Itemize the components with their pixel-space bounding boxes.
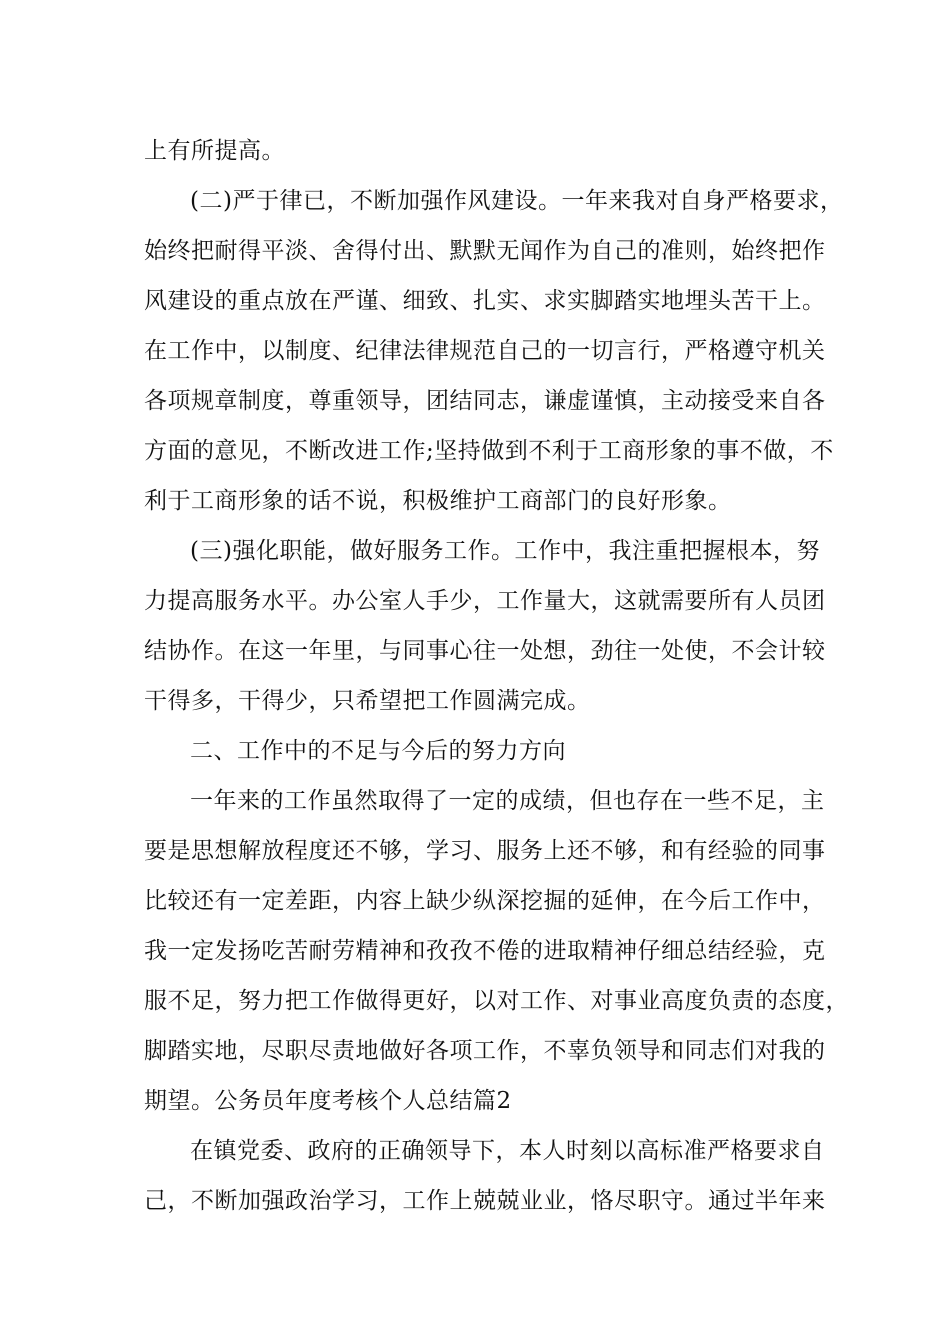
text-line: 脚踏实地，尽职尽责地做好各项工作，不辜负领导和同志们对我的	[144, 1038, 826, 1064]
text-line: 各项规章制度，尊重领导，团结同志，谦虚谨慎，主动接受来自各	[144, 388, 826, 414]
text-line: 上有所提高。	[144, 138, 285, 164]
text-line: 始终把耐得平淡、舍得付出、默默无闻作为自己的准则，始终把作	[144, 238, 826, 264]
text-line: 比较还有一定差距，内容上缺少纵深挖掘的延伸，在今后工作中，	[144, 888, 826, 914]
text-line: 一年来的工作虽然取得了一定的成绩，但也存在一些不足，主	[190, 788, 825, 814]
section-heading: 二、工作中的不足与今后的努力方向	[190, 738, 566, 764]
text-line: 方面的意见，不断改进工作;坚持做到不利于工商形象的事不做，不	[144, 438, 834, 464]
text-line: 服不足，努力把工作做得更好，以对工作、对事业高度负责的态度，	[144, 988, 849, 1014]
text-line: 力提高服务水平。办公室人手少，工作量大，这就需要所有人员团	[144, 588, 826, 614]
text-line: 干得多，干得少，只希望把工作圆满完成。	[144, 688, 591, 714]
text-line: (二)严于律已，不断加强作风建设。一年来我对自身严格要求，	[190, 188, 844, 214]
text-line: (三)强化职能，做好服务工作。工作中，我注重把握根本，努	[190, 538, 820, 564]
text-line: 期望。公务员年度考核个人总结篇2	[144, 1088, 512, 1114]
text-line: 要是思想解放程度还不够，学习、服务上还不够，和有经验的同事	[144, 838, 826, 864]
text-line: 风建设的重点放在严谨、细致、扎实、求实脚踏实地埋头苦干上。	[144, 288, 826, 314]
text-line: 在镇党委、政府的正确领导下，本人时刻以高标准严格要求自	[190, 1138, 825, 1164]
text-line: 结协作。在这一年里，与同事心往一处想，劲往一处使，不会计较	[144, 638, 826, 664]
text-line: 在工作中，以制度、纪律法律规范自己的一切言行，严格遵守机关	[144, 338, 826, 364]
text-line: 我一定发扬吃苦耐劳精神和孜孜不倦的进取精神仔细总结经验，克	[144, 938, 826, 964]
text-line: 己，不断加强政治学习，工作上兢兢业业，恪尽职守。通过半年来	[144, 1188, 826, 1214]
text-line: 利于工商形象的话不说，积极维护工商部门的良好形象。	[144, 488, 732, 514]
